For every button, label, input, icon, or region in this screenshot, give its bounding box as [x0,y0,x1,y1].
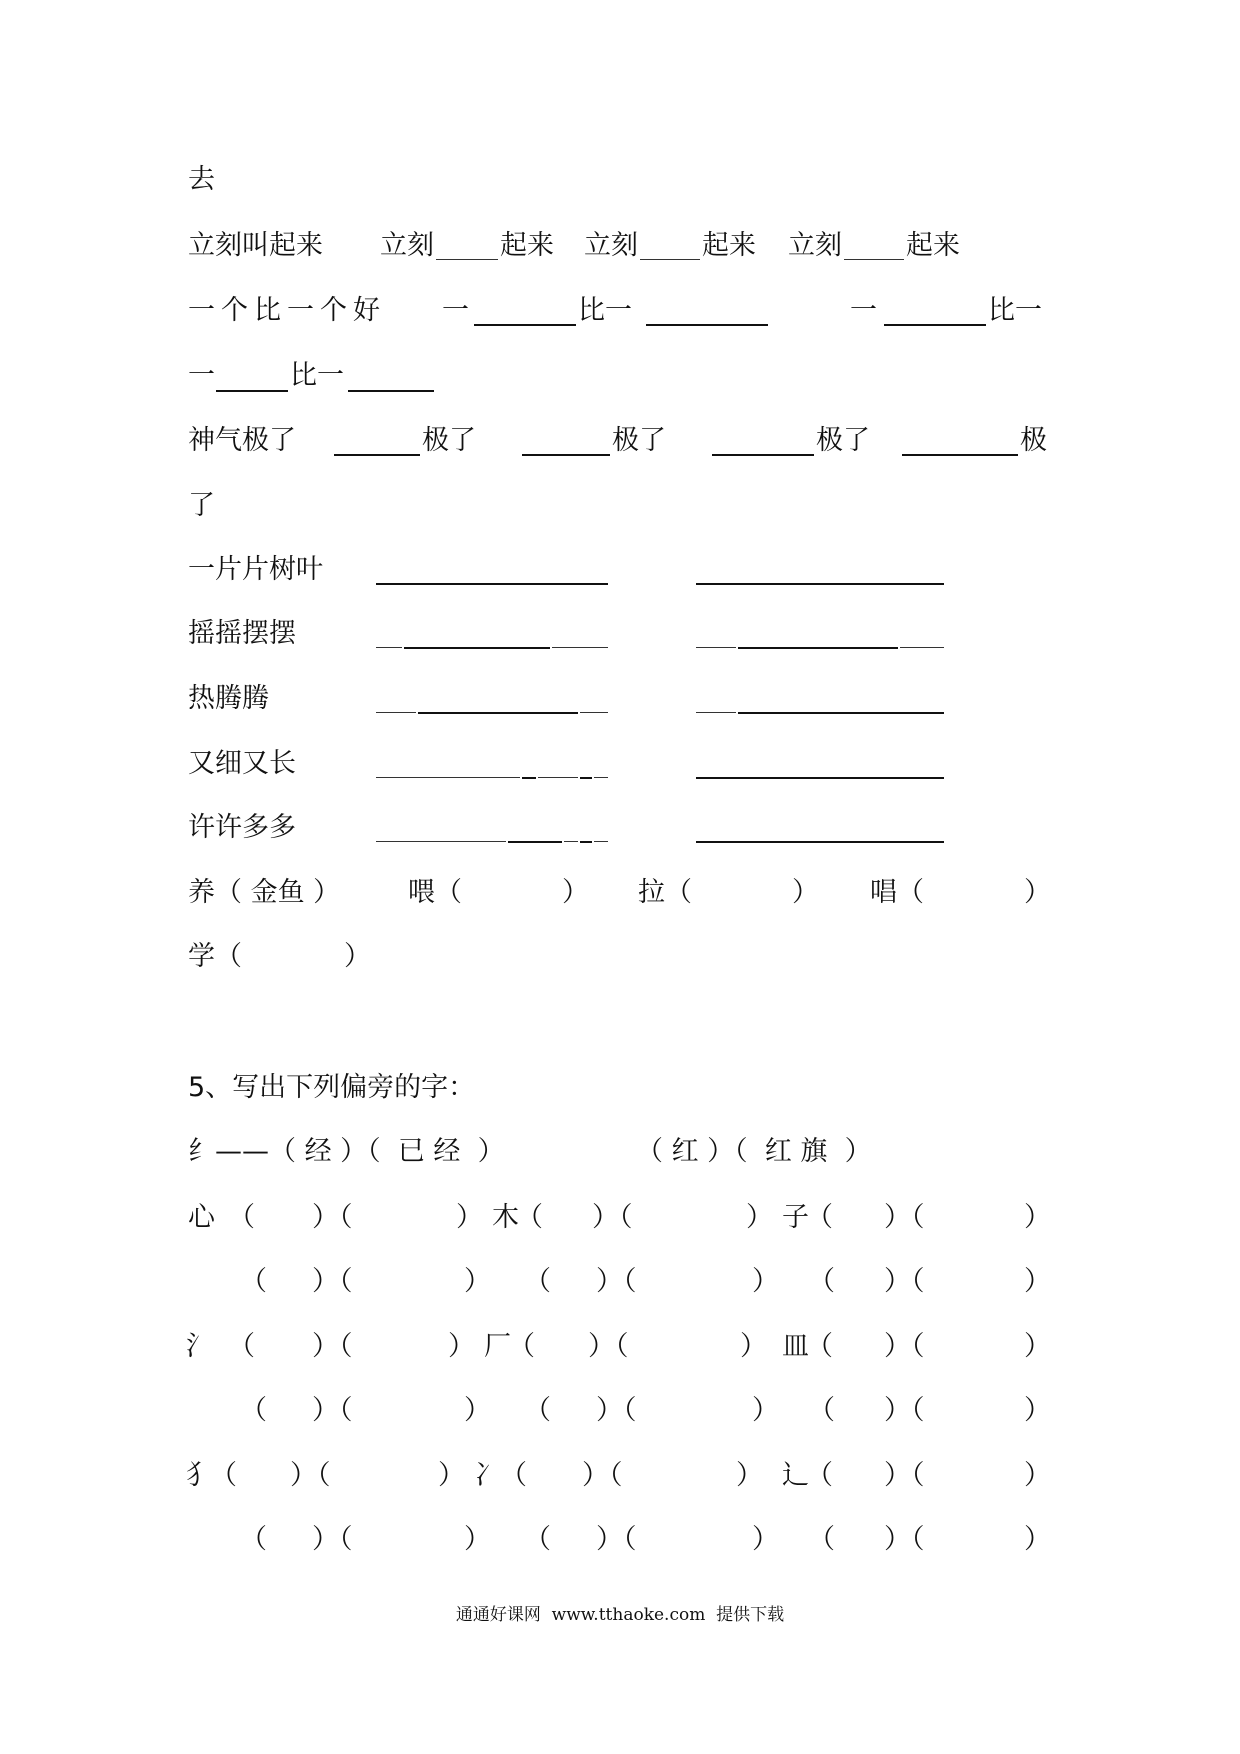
collocation-wei-open: 喂（ [408,877,462,908]
paren-mid[interactable]: ）（ [312,1524,353,1555]
aabb-blank-4c[interactable] [696,777,944,779]
shenqi-suffix-1: 极了 [422,425,476,456]
paren-mid[interactable]: ）（ [592,1202,633,1233]
paren-mid[interactable]: ）（ [884,1331,925,1362]
paren-close: ） [746,1202,773,1233]
aabb-blank-5b[interactable] [580,841,592,843]
paren-close: ） [736,1460,763,1491]
paren-open[interactable]: （ [806,1202,833,1233]
like-prefix-1: 立刻 [380,230,434,261]
collocation-example: 养（ 金鱼 ） [188,877,341,908]
aabb-dash-4c [594,777,608,778]
paren-close: ） [464,1395,491,1426]
aabb-blank-1a[interactable] [376,583,608,585]
page-footer: 通通好课网 www.tthaoke.com 提供下载 [455,1605,785,1625]
example-shenqi: 神气极了 [188,425,296,456]
yige-blank-5[interactable] [348,390,434,392]
aabb-dash-5b [564,841,578,842]
paren-open[interactable]: （ [228,1331,255,1362]
aabb-word-4: 又细又长 [188,748,296,779]
aabb-dash-3a [376,712,416,713]
paren-open[interactable]: （ [808,1395,835,1426]
collocation-chang-close[interactable]: ） [1024,877,1051,908]
aabb-dash-4b [538,777,578,778]
paren-close: ） [1024,1331,1051,1362]
collocation-chang-open: 唱（ [870,877,924,908]
yige-blank-2[interactable] [646,324,768,326]
paren-mid[interactable]: ）（ [596,1395,637,1426]
paren-open[interactable]: （ [210,1460,237,1491]
paren-close: ） [464,1266,491,1297]
aabb-blank-2a[interactable] [404,647,550,649]
yige-blank-3[interactable] [884,324,986,326]
paren-close: ） [464,1524,491,1555]
aabb-blank-3b[interactable] [738,712,944,714]
paren-open[interactable]: （ [516,1202,543,1233]
paren-close: ） [1024,1524,1051,1555]
paren-close: ） [1024,1202,1051,1233]
paren-mid[interactable]: ）（ [582,1460,623,1491]
paren-mid[interactable]: ）（ [884,1202,925,1233]
paren-open[interactable]: （ [808,1266,835,1297]
aabb-dash-2b [552,647,608,648]
paren-open[interactable]: （ [228,1202,255,1233]
paren-mid[interactable]: ）（ [312,1266,353,1297]
paren-mid[interactable]: ）（ [884,1395,925,1426]
collocation-wei-close[interactable]: ） [562,877,589,908]
paren-mid[interactable]: ）（ [312,1202,353,1233]
yige-mid-1: 比一 [578,295,632,326]
shenqi-suffix-3: 极了 [816,425,870,456]
yige-prefix-1: 一 [442,295,469,326]
aabb-dash-5a [376,841,506,842]
paren-open[interactable]: （ [240,1266,267,1297]
yige-mid-2: 比一 [988,295,1042,326]
paren-close: ） [438,1460,465,1491]
aabb-dash-2a [376,647,402,648]
aabb-blank-3a[interactable] [418,712,578,714]
radical-chuo: 辶 [782,1460,809,1491]
aabb-blank-1b[interactable] [696,583,944,585]
example-like: 立刻叫起来 [188,230,323,261]
radical-quan: 犭 [186,1460,213,1491]
paren-mid[interactable]: ）（ [884,1460,925,1491]
aabb-dash-4a [376,777,520,778]
yige-blank-1[interactable] [474,324,576,326]
paren-mid[interactable]: ）（ [596,1266,637,1297]
paren-mid[interactable]: ）（ [596,1524,637,1555]
paren-open[interactable]: （ [240,1524,267,1555]
paren-close: ） [456,1202,483,1233]
aabb-blank-5c[interactable] [696,841,944,843]
like-suffix-2: 起来 [702,230,756,261]
paren-close: ） [448,1331,475,1362]
paren-close: ） [752,1395,779,1426]
shenqi-suffix-4: 极 [1020,425,1047,456]
paren-mid[interactable]: ）（ [884,1524,925,1555]
example-yige: 一个比一个好 [188,295,386,326]
shenqi-cont: 了 [188,490,215,521]
radical-example-2: （ 红 ）（ 红 旗 ） [636,1136,872,1167]
aabb-word-1: 一片片树叶 [188,554,323,585]
word-qu: 去 [188,164,215,195]
like-suffix-1: 起来 [500,230,554,261]
shenqi-blank-1[interactable] [334,454,420,456]
like-prefix-2: 立刻 [584,230,638,261]
shenqi-blank-2[interactable] [522,454,610,456]
paren-open[interactable]: （ [806,1460,833,1491]
aabb-dash-2d [900,647,944,648]
aabb-blank-5a[interactable] [508,841,562,843]
paren-close: ） [1024,1460,1051,1491]
yige-cont-prefix: 一 [188,360,215,391]
radical-mu: 木 [492,1202,519,1233]
aabb-dash-2c [696,647,736,648]
collocation-xue-open: 学（ [188,941,242,972]
paren-mid[interactable]: ）（ [312,1395,353,1426]
collocation-la-close[interactable]: ） [792,877,819,908]
collocation-xue-close[interactable]: ） [344,941,371,972]
paren-mid[interactable]: ）（ [884,1266,925,1297]
paren-open[interactable]: （ [524,1266,551,1297]
radical-shui: 氵 [186,1331,213,1362]
paren-open[interactable]: （ [500,1460,527,1491]
radical-chang: 厂 [484,1331,511,1362]
paren-close: ） [752,1266,779,1297]
aabb-dash-3c [696,712,736,713]
paren-open[interactable]: （ [808,1524,835,1555]
paren-close: ） [1024,1266,1051,1297]
radical-bing: 冫 [474,1460,501,1491]
aabb-dash-5c [594,841,608,842]
paren-open[interactable]: （ [806,1331,833,1362]
radical-example-1: 纟——（ 经 ）（ 已 经 ） [188,1136,505,1167]
aabb-blank-4a[interactable] [522,777,536,779]
paren-mid[interactable]: ）（ [312,1331,353,1362]
aabb-blank-2b[interactable] [738,647,898,649]
radical-min: 皿 [782,1331,809,1362]
paren-close: ） [740,1331,767,1362]
paren-mid[interactable]: ）（ [588,1331,629,1362]
aabb-word-5: 许许多多 [188,812,296,843]
like-blank-2[interactable] [640,259,700,260]
like-prefix-3: 立刻 [788,230,842,261]
aabb-dash-3b [580,712,608,713]
paren-open[interactable]: （ [508,1331,535,1362]
shenqi-blank-3[interactable] [712,454,814,456]
yige-cont-mid: 比一 [290,360,344,391]
paren-open[interactable]: （ [524,1395,551,1426]
collocation-la-open: 拉（ [638,877,692,908]
radical-zi: 子 [782,1202,809,1233]
paren-open[interactable]: （ [240,1395,267,1426]
paren-close: ） [752,1524,779,1555]
aabb-word-3: 热腾腾 [188,683,269,714]
paren-mid[interactable]: ）（ [290,1460,331,1491]
paren-open[interactable]: （ [524,1524,551,1555]
yige-blank-4[interactable] [216,390,288,392]
section5-title: 5、写出下列偏旁的字： [188,1072,476,1103]
shenqi-blank-4[interactable] [902,454,1018,456]
radical-xin: 心 [188,1202,215,1233]
like-blank-3[interactable] [844,259,904,260]
like-blank-1[interactable] [436,259,498,260]
yige-prefix-2: 一 [850,295,877,326]
aabb-word-2: 摇摇摆摆 [188,618,296,649]
like-suffix-3: 起来 [906,230,960,261]
shenqi-suffix-2: 极了 [612,425,666,456]
aabb-blank-4b[interactable] [580,777,592,779]
paren-close: ） [1024,1395,1051,1426]
